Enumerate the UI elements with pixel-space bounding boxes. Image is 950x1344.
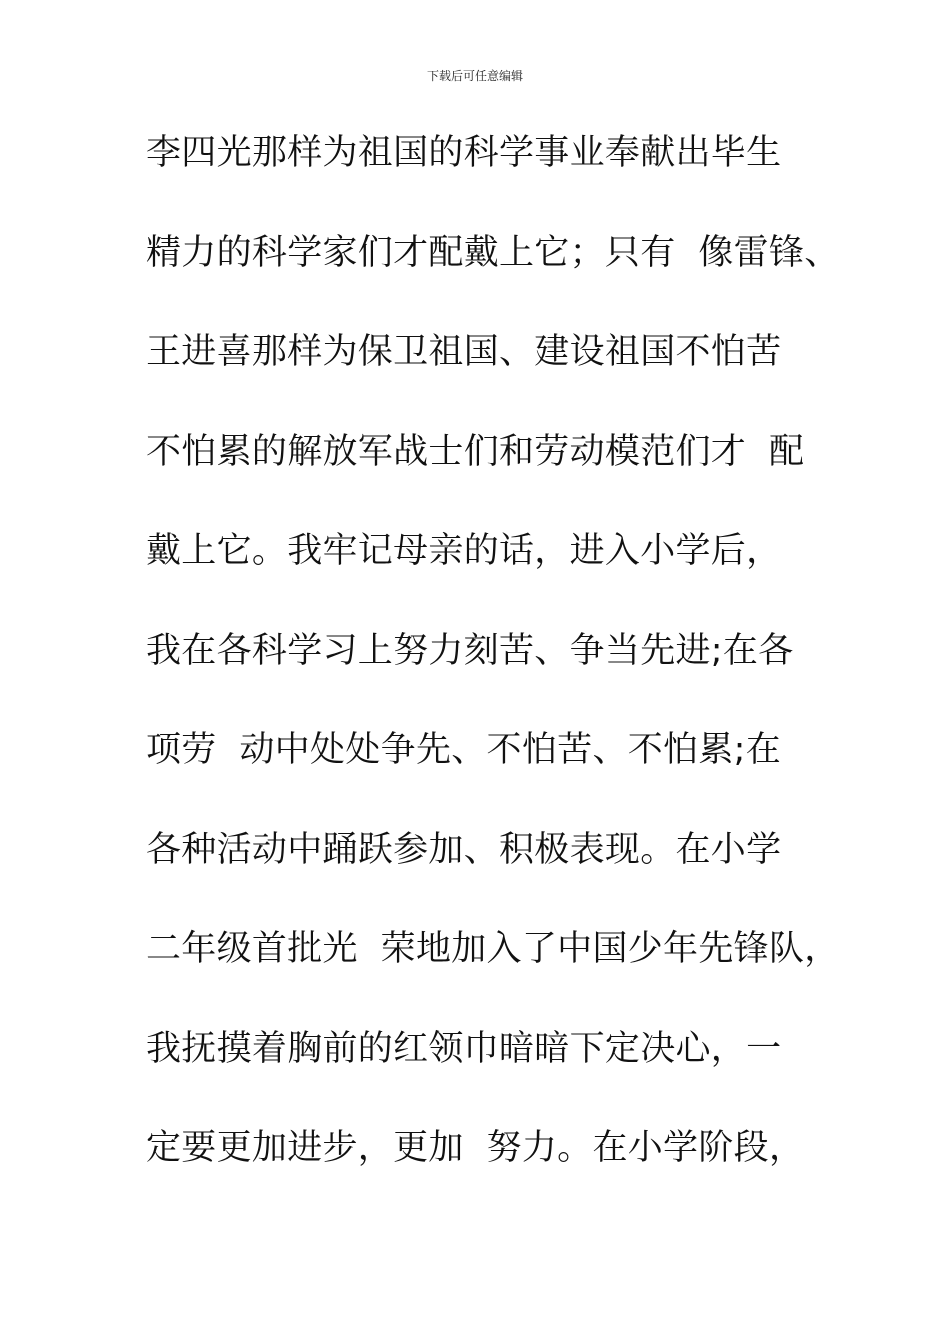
text-line-6: 我在各科学习上努力刻苦、争当先进;在各 bbox=[146, 630, 794, 671]
text-line-11: 定要更加进步，更加 努力。在小学阶段， bbox=[146, 1128, 805, 1168]
text-line-5: 戴上它。我牢记母亲的话，进入小学后， bbox=[146, 531, 782, 571]
page-header-note: 下载后可任意编辑 bbox=[426, 69, 523, 83]
text-line-2: 精力的科学家们才配戴上它；只有 像雷锋、 bbox=[146, 232, 840, 273]
text-line-4: 不怕累的解放军战士们和劳动模范们才 配 bbox=[146, 431, 805, 472]
text-line-3: 王进喜那样为保卫祖国、建设祖国不怕苦 bbox=[146, 332, 782, 372]
text-line-7: 项劳 动中处处争先、不怕苦、不怕累;在 bbox=[146, 730, 782, 770]
text-line-1: 李四光那样为祖国的科学事业奉献出毕生 bbox=[146, 133, 782, 173]
text-line-10: 我抚摸着胸前的红领巾暗暗下定决心，一 bbox=[146, 1028, 782, 1069]
text-line-9: 二年级首批光 荣地加入了中国少年先锋队， bbox=[146, 929, 840, 969]
body-text bbox=[146, 128, 906, 1223]
text-line-8: 各种活动中踊跃参加、积极表现。在小学 bbox=[146, 829, 782, 870]
